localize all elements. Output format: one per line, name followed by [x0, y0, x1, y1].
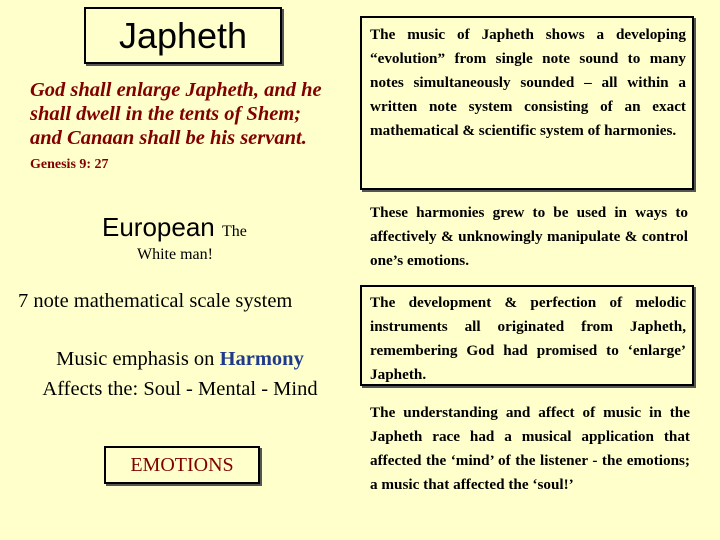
the-label: The	[222, 223, 247, 240]
white-man-label: White man!	[137, 246, 213, 263]
music-emphasis	[16, 344, 344, 404]
music-evolution-box	[360, 16, 694, 190]
emphasis-line	[16, 344, 344, 374]
instruments-text: The development & perfection of melodic instruments all originated from Japheth, remembering God had promised to ‘enlarge’ Japheth.	[370, 294, 686, 383]
instruments-box	[360, 285, 694, 386]
scripture-verse	[30, 78, 332, 177]
harmonies-paragraph: These harmonies grew to be used in ways to affectively & unknowingly manipulate & control one’s emotions.	[370, 204, 688, 269]
harmony-highlight: Harmony	[219, 348, 304, 370]
european-label: European	[102, 212, 215, 242]
emotions-label: EMOTIONS	[130, 453, 234, 476]
title-box	[84, 7, 282, 64]
page-title: Japheth	[118, 14, 248, 56]
scale-system-text: 7 note mathematical scale system	[18, 290, 293, 312]
music-evolution-text: The music of Japheth shows a developing “evolution” from single note sound to many notes simultaneously sounded – all within a written note system consisting of an exact mathematical & scientific system of harmonies.	[370, 26, 686, 139]
understanding-paragraph: The understanding and affect of music in the Japheth race had a musical application that affected the ‘mind’ of the listener - the emotions; a music that affected the ‘soul!’	[370, 404, 690, 493]
emotions-box	[104, 446, 260, 484]
european-heading	[102, 212, 247, 243]
verse-text: God shall enlarge Japheth, and he shall dwell in the tents of Shem; and Canaan shall be his servant.	[30, 79, 322, 149]
verse-reference: Genesis 9: 27	[30, 157, 109, 172]
affects-line: Affects the: Soul - Mental - Mind	[42, 378, 318, 400]
emphasis-prefix: Music emphasis on	[56, 348, 220, 370]
